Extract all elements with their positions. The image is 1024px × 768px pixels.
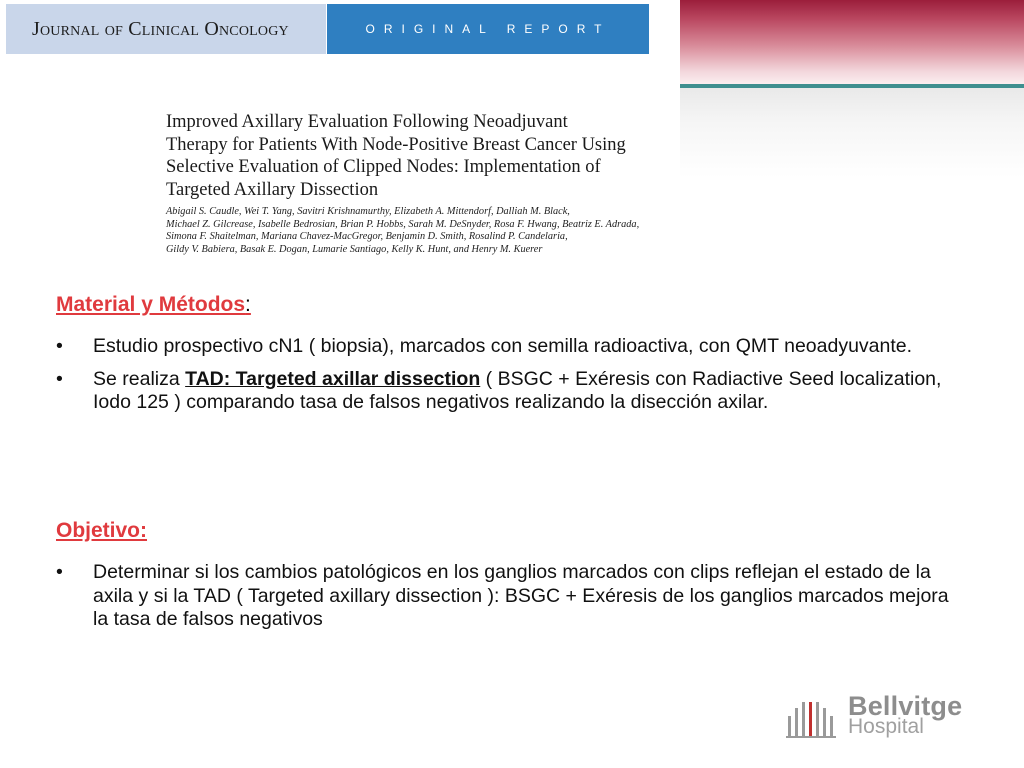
materials-heading-colon: : [245, 293, 251, 316]
logo-subtitle: Hospital [848, 715, 924, 738]
materials-heading [56, 293, 251, 317]
materials-bullet-list [56, 335, 966, 424]
bullet-text-prefix: Se realiza [93, 367, 186, 390]
article-clipping [166, 111, 656, 256]
list-item [56, 368, 966, 415]
tad-emphasis: TAD: Targeted axillar dissection [185, 367, 481, 390]
hospital-bars-icon [786, 698, 842, 738]
list-item [56, 335, 966, 359]
corner-gradient-band [680, 0, 1024, 84]
bellvitge-hospital-logo [786, 692, 976, 740]
logo-name: Bellvitge [848, 691, 963, 721]
article-title-line: Targeted Axillary Dissection [166, 179, 379, 200]
materials-heading-text: Material y Métodos [56, 293, 246, 316]
original-report-label: ORIGINAL REPORT [365, 22, 611, 36]
corner-gray-fade [680, 88, 1024, 178]
bullet-dot: • [56, 367, 63, 390]
article-title-line: Therapy for Patients With Node-Positive Breast Cancer Using [166, 134, 626, 155]
objective-bullet-list [56, 561, 966, 641]
original-report-banner [327, 4, 649, 54]
bullet-text: Determinar si los cambios patológicos en los ganglios marcados con clips reflejan el estado de la axila y si la TAD ( Targeted axillary dissection ): BSGC + Exéresis de los ganglios marcados mejora la tasa de falsos negativos [93, 561, 949, 630]
list-item [56, 561, 966, 632]
bullet-text: Estudio prospectivo cN1 ( biopsia), marcados con semilla radioactiva, con QMT neoadyuvante. [93, 335, 913, 357]
bullet-dot: • [56, 561, 63, 583]
article-title-line: Selective Evaluation of Clipped Nodes: Implementation of [166, 157, 601, 177]
article-title-line: Improved Axillary Evaluation Following Neoadjuvant [166, 112, 568, 132]
article-author-line: Gildy V. Babiera, Basak E. Dogan, Lumarie Santiago, Kelly K. Hunt, and Henry M. Kuerer [166, 243, 543, 255]
bullet-text-suffix: ( BSGC + Exéresis con Radiactive Seed localization, Iodo 125 ) comparando tasa de falsos negativos realizando la disección axilar. [93, 367, 942, 413]
article-authors [166, 206, 656, 256]
journal-name-banner [6, 4, 326, 54]
article-author-line: Michael Z. Gilcrease, Isabelle Bedrosian, Brian P. Hobbs, Sarah M. DeSnyder, Rosa F. Hwang, Beatriz E. Adrada, [166, 218, 640, 230]
journal-name: Journal of Clinical Oncology [32, 17, 289, 40]
article-author-line: Simona F. Shaitelman, Mariana Chavez-MacGregor, Benjamin D. Smith, Rosalind P. Candelaria, [166, 231, 568, 243]
article-author-line: Abigail S. Caudle, Wei T. Yang, Savitri Krishnamurthy, Elizabeth A. Mittendorf, Dalliah M. Black, [166, 206, 570, 217]
bullet-dot: • [56, 335, 63, 357]
objective-heading: Objetivo: [56, 519, 148, 542]
article-title [166, 111, 656, 201]
